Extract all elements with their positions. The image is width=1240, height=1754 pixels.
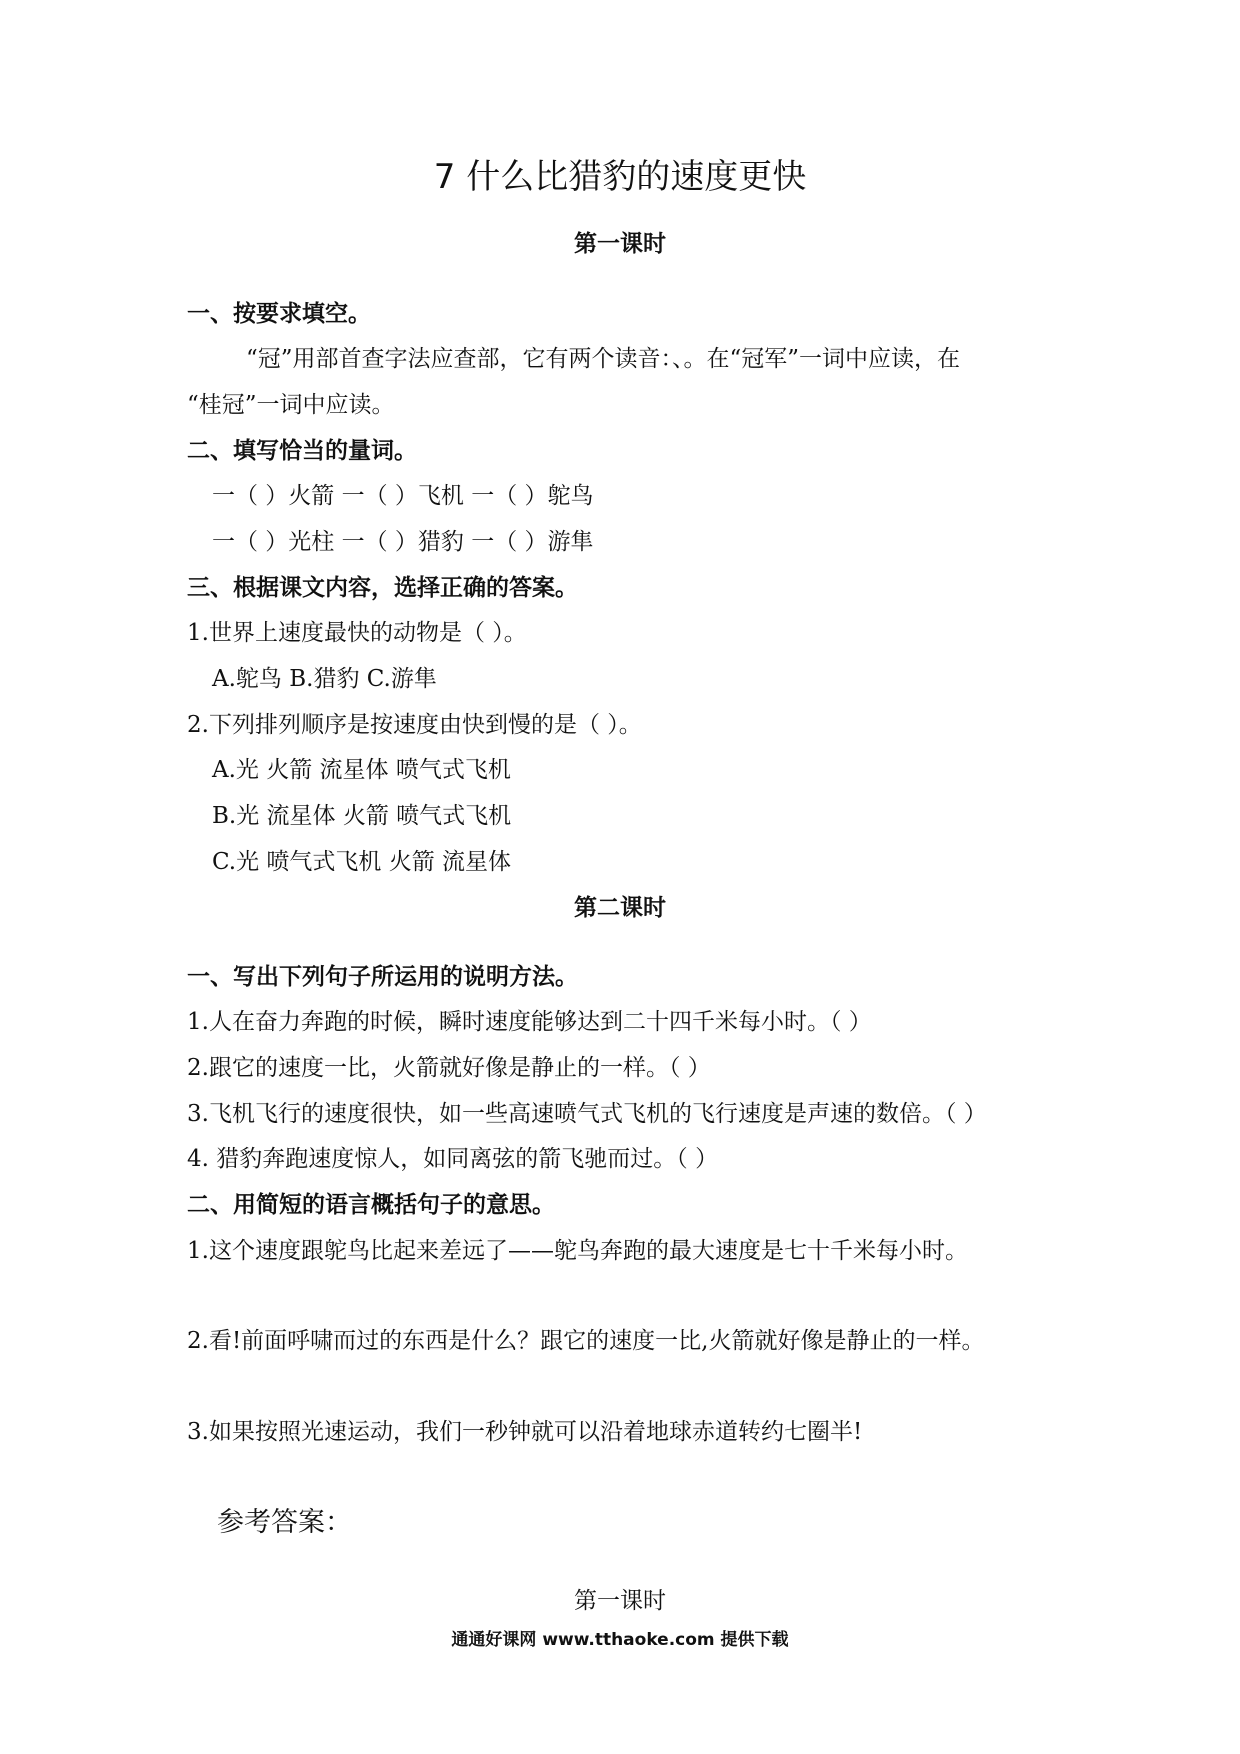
lesson-two-q1-item4: 4. 猎豹奔跑速度惊人，如同离弦的箭飞驰而过。（ ） xyxy=(187,1146,719,1172)
answers-title: 参考答案： xyxy=(217,1507,352,1538)
lesson-one-q3-item2-option-b: B.光 流星体 火箭 喷气式飞机 xyxy=(212,803,512,829)
page-title: 7 什么比猎豹的速度更快 xyxy=(433,157,807,197)
lesson-one-q1-line2: “桂冠”一词中应读。 xyxy=(187,392,395,418)
lesson-one-q3-item2-option-c: C.光 喷气式飞机 火箭 流星体 xyxy=(212,849,512,875)
lesson-two-q2-item2: 2.看!前面呼啸而过的东西是什么？跟它的速度一比,火箭就好像是静止的一样。 xyxy=(187,1328,985,1354)
lesson-one-q1-line1: “冠”用部首查字法应查部，它有两个读音：、。在“冠军”一词中应读，在 xyxy=(246,346,961,372)
lesson-one-q3-heading: 三、根据课文内容，选择正确的答案。 xyxy=(187,575,578,601)
lesson-one-q3-item2-option-a: A.光 火箭 流星体 喷气式飞机 xyxy=(212,757,511,783)
lesson-one-q3-item2: 2.下列排列顺序是按速度由快到慢的是（ ）。 xyxy=(187,712,642,738)
lesson-one-q3-item1-options: A.鸵鸟 B.猎豹 C.游隼 xyxy=(212,666,437,692)
footer-source: 通通好课网 www.tthaoke.com 提供下载 xyxy=(451,1630,789,1650)
lesson-one-label: 第一课时 xyxy=(574,231,666,257)
lesson-one-q2-row1: 一（ ）火箭 一（ ）飞机 一（ ）鸵鸟 xyxy=(212,483,594,509)
lesson-one-q3-item1: 1.世界上速度最快的动物是（ ）。 xyxy=(187,620,527,646)
lesson-two-label: 第二课时 xyxy=(574,895,666,921)
lesson-two-q2-heading: 二、用简短的语言概括句子的意思。 xyxy=(187,1192,555,1218)
lesson-two-q1-item3: 3.飞机飞行的速度很快，如一些高速喷气式飞机的飞行速度是声速的数倍。（ ） xyxy=(187,1101,987,1127)
lesson-two-q1-heading: 一、写出下列句子所运用的说明方法。 xyxy=(187,964,578,990)
lesson-two-q1-item1: 1.人在奋力奔跑的时候，瞬时速度能够达到二十四千米每小时。（ ） xyxy=(187,1009,872,1035)
lesson-two-q2-item1: 1.这个速度跟鸵鸟比起来差远了——鸵鸟奔跑的最大速度是七十千米每小时。 xyxy=(187,1238,968,1264)
answers-lesson-label: 第一课时 xyxy=(574,1588,666,1614)
lesson-two-q2-item3: 3.如果按照光速运动，我们一秒钟就可以沿着地球赤道转约七圈半! xyxy=(187,1419,863,1445)
lesson-one-q2-row2: 一（ ）光柱 一（ ）猎豹 一（ ）游隼 xyxy=(212,529,594,555)
lesson-one-q1-heading: 一、按要求填空。 xyxy=(187,301,371,327)
lesson-two-q1-item2: 2.跟它的速度一比，火箭就好像是静止的一样。（ ） xyxy=(187,1055,711,1081)
lesson-one-q2-heading: 二、填写恰当的量词。 xyxy=(187,438,417,464)
